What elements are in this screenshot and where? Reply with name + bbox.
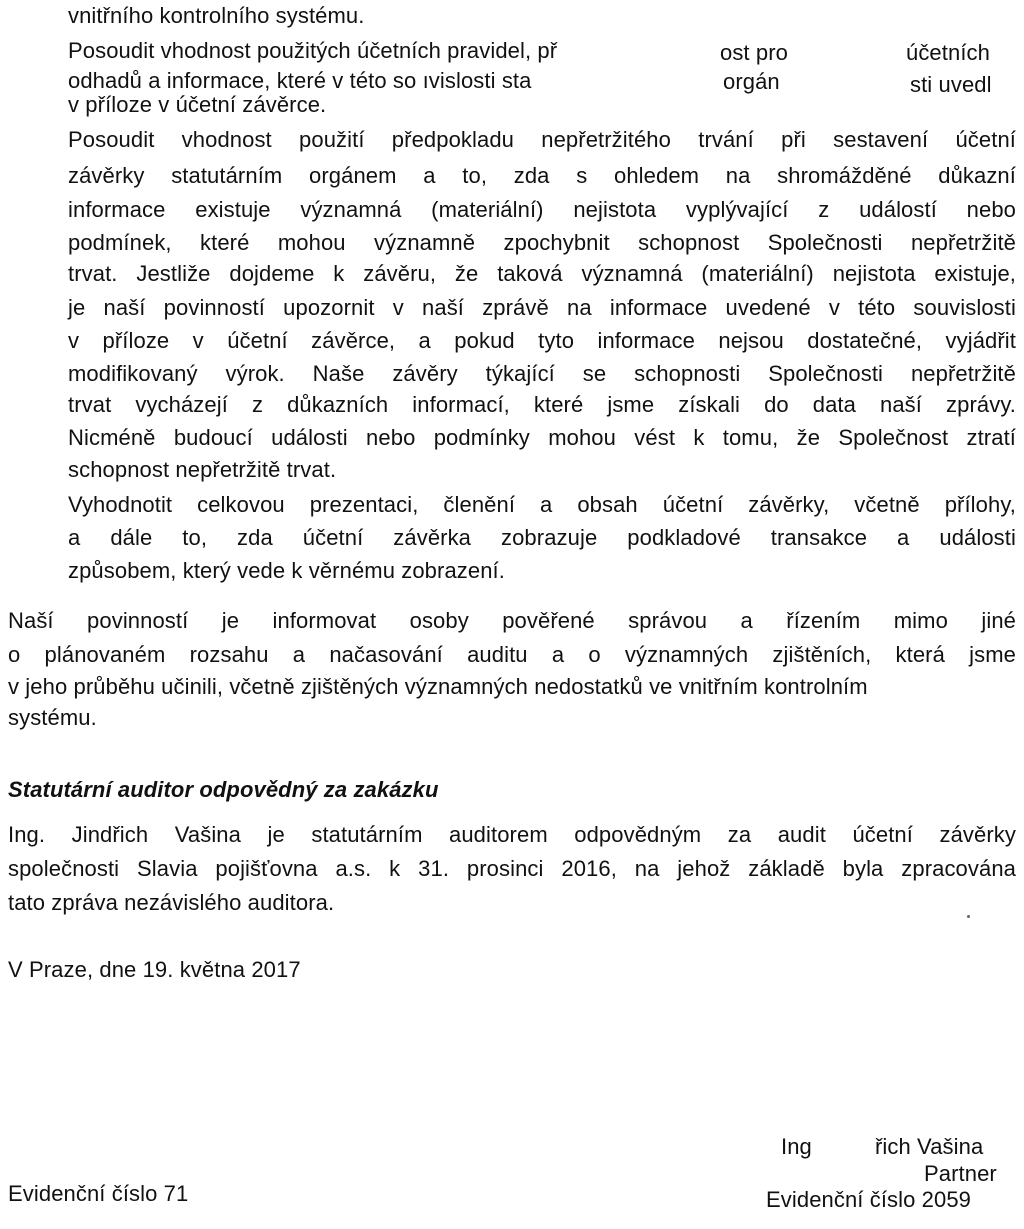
- bullet-3-line-3: způsobem, který vede k věrnému zobrazení.: [68, 558, 505, 583]
- governance-line-1: Naší povinností je informovat osoby pověřené správou a řízením mimo jiné: [8, 608, 1016, 633]
- bullet-1-line-1: Posoudit vhodnost použitých účetních pravidel, př: [68, 38, 558, 63]
- auditor-line-3: tato zpráva nezávislého auditora.: [8, 890, 335, 915]
- intro-line: vnitřního kontrolního systému.: [68, 3, 365, 28]
- bullet-2-line-3: informace existuje významná (materiální) nejistota vyplývající z událostí nebo: [68, 197, 1016, 222]
- bullet-2-line-2: závěrky statutárním orgánem a to, zda s ohledem na shromážděné důkazní: [68, 163, 1016, 188]
- bullet-1-fragment-4: sti uvedl: [910, 72, 992, 97]
- left-evidence-number: Evidenční číslo 71: [8, 1181, 189, 1206]
- right-evidence-number: Evidenční číslo 2059: [766, 1187, 972, 1212]
- bullet-2-line-1: Posoudit vhodnost použití předpokladu nepřetržitého trvání při sestavení účetní: [68, 127, 1016, 152]
- bullet-2-line-11: schopnost nepřetržitě trvat.: [68, 457, 337, 482]
- auditor-line-1: Ing. Jindřich Vašina je statutárním auditorem odpovědným za audit účetní závěrky: [8, 822, 1016, 847]
- governance-line-3: v jeho průběhu učinili, včetně zjištěných významných nedostatků ve vnitřním kontrolním: [8, 674, 868, 699]
- bullet-2-line-7: v příloze v účetní závěrce, a pokud tyto informace nejsou dostatečné, vyjádřit: [68, 328, 1016, 353]
- bullet-2-line-9: trvat vycházejí z důkazních informací, které jsme získali do data naší zprávy.: [68, 392, 1016, 417]
- bullet-1-fragment-2: účetních: [906, 40, 990, 65]
- right-signature-role: Partner: [924, 1161, 997, 1186]
- scan-speck: [967, 915, 970, 918]
- bullet-3-line-1: Vyhodnotit celkovou prezentaci, členění a obsah účetní závěrky, včetně přílohy,: [68, 492, 1016, 517]
- bullet-2-line-5: trvat. Jestliže dojdeme k závěru, že taková významná (materiální) nejistota existuje,: [68, 261, 1016, 286]
- bullet-2-line-10: Nicméně budoucí události nebo podmínky mohou vést k tomu, že Společnost ztratí: [68, 425, 1016, 450]
- bullet-2-line-8: modifikovaný výrok. Naše závěry týkající se schopnosti Společnosti nepřetržitě: [68, 361, 1016, 386]
- bullet-2-line-6: je naší povinností upozornit v naší zprávě na informace uvedené v této souvislosti: [68, 295, 1016, 320]
- bullet-1-fragment-1: ost pro: [720, 40, 788, 65]
- bullet-1-line-2: odhadů a informace, které v této so ıvislosti sta: [68, 68, 532, 93]
- governance-line-4: systému.: [8, 705, 97, 730]
- section-heading: Statutární auditor odpovědný za zakázku: [8, 777, 439, 802]
- place-date: V Praze, dne 19. května 2017: [8, 957, 301, 982]
- bullet-1-line-3: v příloze v účetní závěrce.: [68, 92, 327, 117]
- auditor-line-2: společnosti Slavia pojišťovna a.s. k 31. prosinci 2016, na jehož základě byla zpracována: [8, 856, 1016, 881]
- governance-line-2: o plánovaném rozsahu a načasování auditu a o významných zjištěních, která jsme: [8, 642, 1016, 667]
- bullet-1-fragment-3: orgán: [723, 69, 780, 94]
- bullet-3-line-2: a dále to, zda účetní závěrka zobrazuje podkladové transakce a události: [68, 525, 1016, 550]
- bullet-2-line-4: podmínek, které mohou významně zpochybnit schopnost Společnosti nepřetržitě: [68, 230, 1016, 255]
- right-signature-name-part-1: Ing: [781, 1134, 812, 1159]
- right-signature-name-part-2: řich Vašina: [875, 1134, 984, 1159]
